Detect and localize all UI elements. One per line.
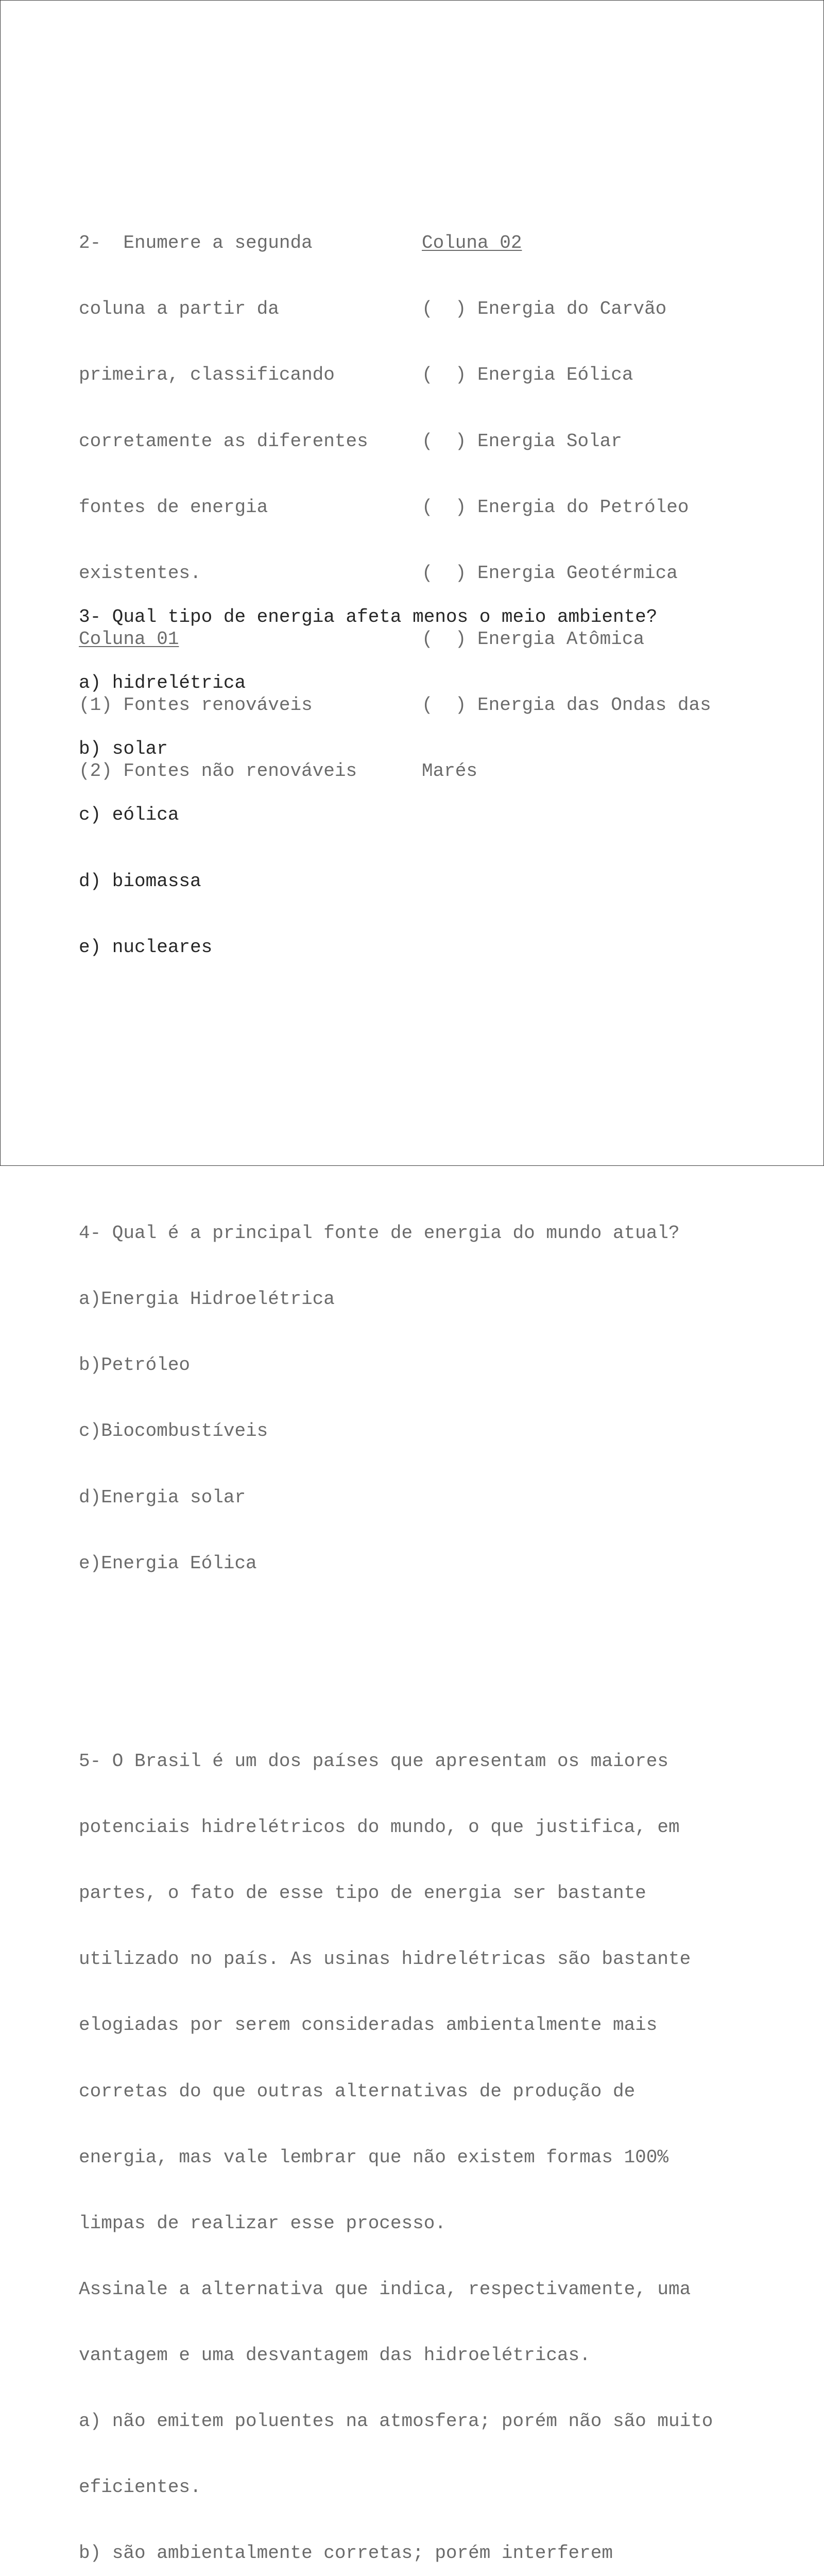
question-4 [79, 1179, 748, 1619]
question-5-instruction-line: Assinale a alternativa que indica, respectivamente, uma [79, 2278, 691, 2300]
question-5 [79, 1707, 748, 2576]
question-5-option-a: a) não emitem poluentes na atmosfera; porém não são muito [79, 2411, 713, 2432]
column-02-item: ( ) Energia Atômica [422, 628, 645, 650]
question-2-prompt-line: coluna a partir da [79, 298, 279, 320]
column-02-title: Coluna 02 [422, 232, 522, 254]
question-2-left-column [79, 189, 414, 826]
question-2-prompt-line: 2- Enumere a segunda [79, 232, 313, 254]
column-02-item: ( ) Energia das Ondas das [422, 694, 711, 716]
question-5-text-line: 5- O Brasil é um dos países que apresentam os maiores [79, 1751, 668, 1772]
column-01-item: (1) Fontes renováveis [79, 694, 313, 716]
question-4-option: a)Energia Hidroelétrica [79, 1289, 335, 1310]
question-5-option-a-cont: eficientes. [79, 2477, 201, 2498]
question-3-option: c) eólica [79, 804, 179, 826]
question-5-text-line: partes, o fato de esse tipo de energia ser bastante [79, 1883, 646, 1904]
question-3-option: a) hidrelétrica [79, 672, 246, 694]
question-4-option: d)Energia solar [79, 1486, 246, 1508]
question-2-prompt-line: fontes de energia [79, 496, 268, 518]
column-02-item: ( ) Energia Eólica [422, 364, 633, 386]
question-2-prompt-line: primeira, classificando [79, 364, 335, 386]
question-5-text-line: energia, mas vale lembrar que não existem formas 100% [79, 2146, 668, 2168]
question-5-text-line: utilizado no país. As usinas hidrelétricas são bastante [79, 1948, 691, 1970]
question-4-option: c)Biocombustíveis [79, 1420, 268, 1442]
question-3-option: d) biomassa [79, 870, 201, 892]
column-01-title: Coluna 01 [79, 628, 179, 650]
question-5-text-line: elogiadas por serem consideradas ambientalmente mais [79, 2014, 658, 2036]
question-3-option: b) solar [79, 738, 168, 760]
worksheet-content [79, 100, 748, 2576]
column-02-item: Marés [422, 760, 478, 782]
question-5-text-line: limpas de realizar esse processo. [79, 2212, 446, 2234]
question-5-option-b: b) são ambientalmente corretas; porém interferem [79, 2543, 613, 2564]
question-5-text-line: potenciais hidrelétricos do mundo, o que justifica, em [79, 1817, 680, 1838]
column-02-item: ( ) Energia do Petróleo [422, 496, 689, 518]
question-2-prompt-line: corretamente as diferentes [79, 430, 368, 452]
question-3-option: e) nucleares [79, 936, 213, 958]
column-02-item: ( ) Energia Geotérmica [422, 562, 678, 584]
question-3-text: 3- Qual tipo de energia afeta menos o meio ambiente? [79, 606, 658, 628]
question-4-option: b)Petróleo [79, 1354, 191, 1376]
column-02-item: ( ) Energia Solar [422, 430, 622, 452]
question-4-text: 4- Qual é a principal fonte de energia do mundo atual? [79, 1223, 680, 1244]
question-2-right-column [422, 189, 757, 826]
column-02-item: ( ) Energia do Carvão [422, 298, 667, 320]
question-5-instruction-line: vantagem e uma desvantagem das hidroelétricas. [79, 2344, 591, 2366]
question-4-option: e)Energia Eólica [79, 1552, 257, 1574]
question-2-prompt-line: existentes. [79, 562, 201, 584]
question-5-text-line: corretas do que outras alternativas de produção de [79, 2080, 636, 2102]
column-01-item: (2) Fontes não renováveis [79, 760, 357, 782]
